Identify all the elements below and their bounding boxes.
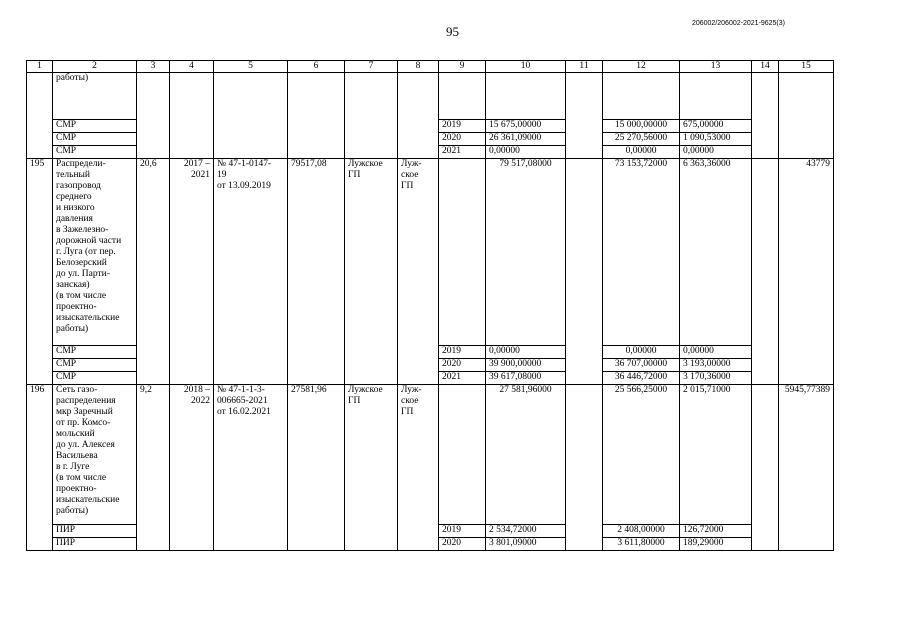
year-cell: 2021 [439, 146, 486, 159]
total-cell: 79 517,08000 [486, 159, 566, 346]
value-cell: 25 270,56000 [603, 133, 680, 146]
header-cell: 1 [27, 61, 53, 73]
year-cell: 2019 [439, 525, 486, 538]
value-cell: 3 611,80000 [603, 538, 680, 551]
length-cell: 20,6 [137, 159, 170, 385]
value-cell: 36 446,72000 [603, 372, 680, 385]
header-cell: 15 [779, 61, 834, 73]
years-cell: 2017 – 2021 [170, 159, 214, 385]
work-type-cell: ПИР [53, 538, 137, 551]
year-cell: 2021 [439, 372, 486, 385]
year-cell: 2020 [439, 359, 486, 372]
table-row [27, 73, 834, 120]
value-cell: 2 408,00000 [603, 525, 680, 538]
work-type-cell: ПИР [53, 525, 137, 538]
work-type-cell: СМР [53, 120, 137, 133]
owner-cell: Лужское ГП [345, 159, 398, 385]
header-cell: 13 [680, 61, 752, 73]
value-cell: 39 617,08000 [486, 372, 566, 385]
length-cell: 9,2 [137, 385, 170, 551]
cost-cell: 27581,96 [288, 385, 345, 551]
object-name: Распредели- тельный газопровод среднего и низкого давления в Зажелезно- дорожной части г. Луга (от пер. Белозерский до ул. Парти- занская) (в том числе проектно- изыскательские работы) [53, 159, 137, 346]
total-cell: 25 566,25000 [603, 385, 680, 525]
value-cell: 0,00000 [486, 346, 566, 359]
header-cell: 6 [288, 61, 345, 73]
work-type-cell: СМР [53, 146, 137, 159]
header-cell: 3 [137, 61, 170, 73]
object-number: 196 [27, 385, 53, 551]
value-cell: 1 090,53000 [680, 133, 752, 146]
value-cell: 26 361,09000 [486, 133, 566, 146]
data-table [26, 60, 834, 551]
continuation-text: работы) [53, 73, 137, 120]
value-cell: 0,00000 [486, 146, 566, 159]
header-cell: 12 [603, 61, 680, 73]
total-cell: 27 581,96000 [486, 385, 566, 525]
years-cell: 2018 – 2022 [170, 385, 214, 551]
header-cell: 5 [214, 61, 288, 73]
total-cell: 2 015,71000 [680, 385, 752, 525]
header-cell: 9 [439, 61, 486, 73]
year-cell: 2020 [439, 538, 486, 551]
total-cell: 43779 [779, 159, 834, 385]
object-name: Сеть газо- распределения мкр Заречный от пр. Комсо- мольский до ул. Алексея Васильева в г. Луге (в том числе проектно- изыскательские работы) [53, 385, 137, 525]
work-type-cell: СМР [53, 133, 137, 146]
table-row [27, 385, 834, 525]
header-cell: 8 [398, 61, 439, 73]
work-type-cell: СМР [53, 346, 137, 359]
value-cell: 36 707,00000 [603, 359, 680, 372]
value-cell: 2 534,72000 [486, 525, 566, 538]
value-cell: 0,00000 [680, 346, 752, 359]
year-cell: 2019 [439, 120, 486, 133]
page-number: 95 [446, 24, 459, 39]
header-cell: 4 [170, 61, 214, 73]
value-cell: 3 801,09000 [486, 538, 566, 551]
value-cell: 39 900,00000 [486, 359, 566, 372]
value-cell: 3 193,00000 [680, 359, 752, 372]
header-row [27, 61, 834, 73]
year-cell: 2019 [439, 346, 486, 359]
value-cell: 189,29000 [680, 538, 752, 551]
header-cell: 10 [486, 61, 566, 73]
cost-cell: 79517,08 [288, 159, 345, 385]
document-id: 206002/206002-2021-9625(3) [691, 20, 785, 27]
total-cell: 73 153,72000 [603, 159, 680, 346]
total-cell: 5945,77389 [779, 385, 834, 551]
value-cell: 15 675,00000 [486, 120, 566, 133]
owner-short-cell: Луж- ское ГП [398, 385, 439, 551]
value-cell: 15 000,00000 [603, 120, 680, 133]
header-cell: 14 [752, 61, 779, 73]
approval-doc-cell: № 47-1-1-3- 006665-2021 от 16.02.2021 [214, 385, 288, 551]
value-cell: 0,00000 [680, 146, 752, 159]
approval-doc-cell: № 47-1-0147- 19 от 13.09.2019 [214, 159, 288, 385]
object-number: 195 [27, 159, 53, 385]
header-cell: 11 [566, 61, 603, 73]
work-type-cell: СМР [53, 372, 137, 385]
value-cell: 3 170,36000 [680, 372, 752, 385]
year-cell: 2020 [439, 133, 486, 146]
header-cell: 2 [53, 61, 137, 73]
header-cell: 7 [345, 61, 398, 73]
value-cell: 0,00000 [603, 346, 680, 359]
value-cell: 126,72000 [680, 525, 752, 538]
table-row [27, 159, 834, 346]
owner-cell: Лужское ГП [345, 385, 398, 551]
total-cell: 6 363,36000 [680, 159, 752, 346]
value-cell: 0,00000 [603, 146, 680, 159]
work-type-cell: СМР [53, 359, 137, 372]
owner-short-cell: Луж- ское ГП [398, 159, 439, 385]
value-cell: 675,00000 [680, 120, 752, 133]
